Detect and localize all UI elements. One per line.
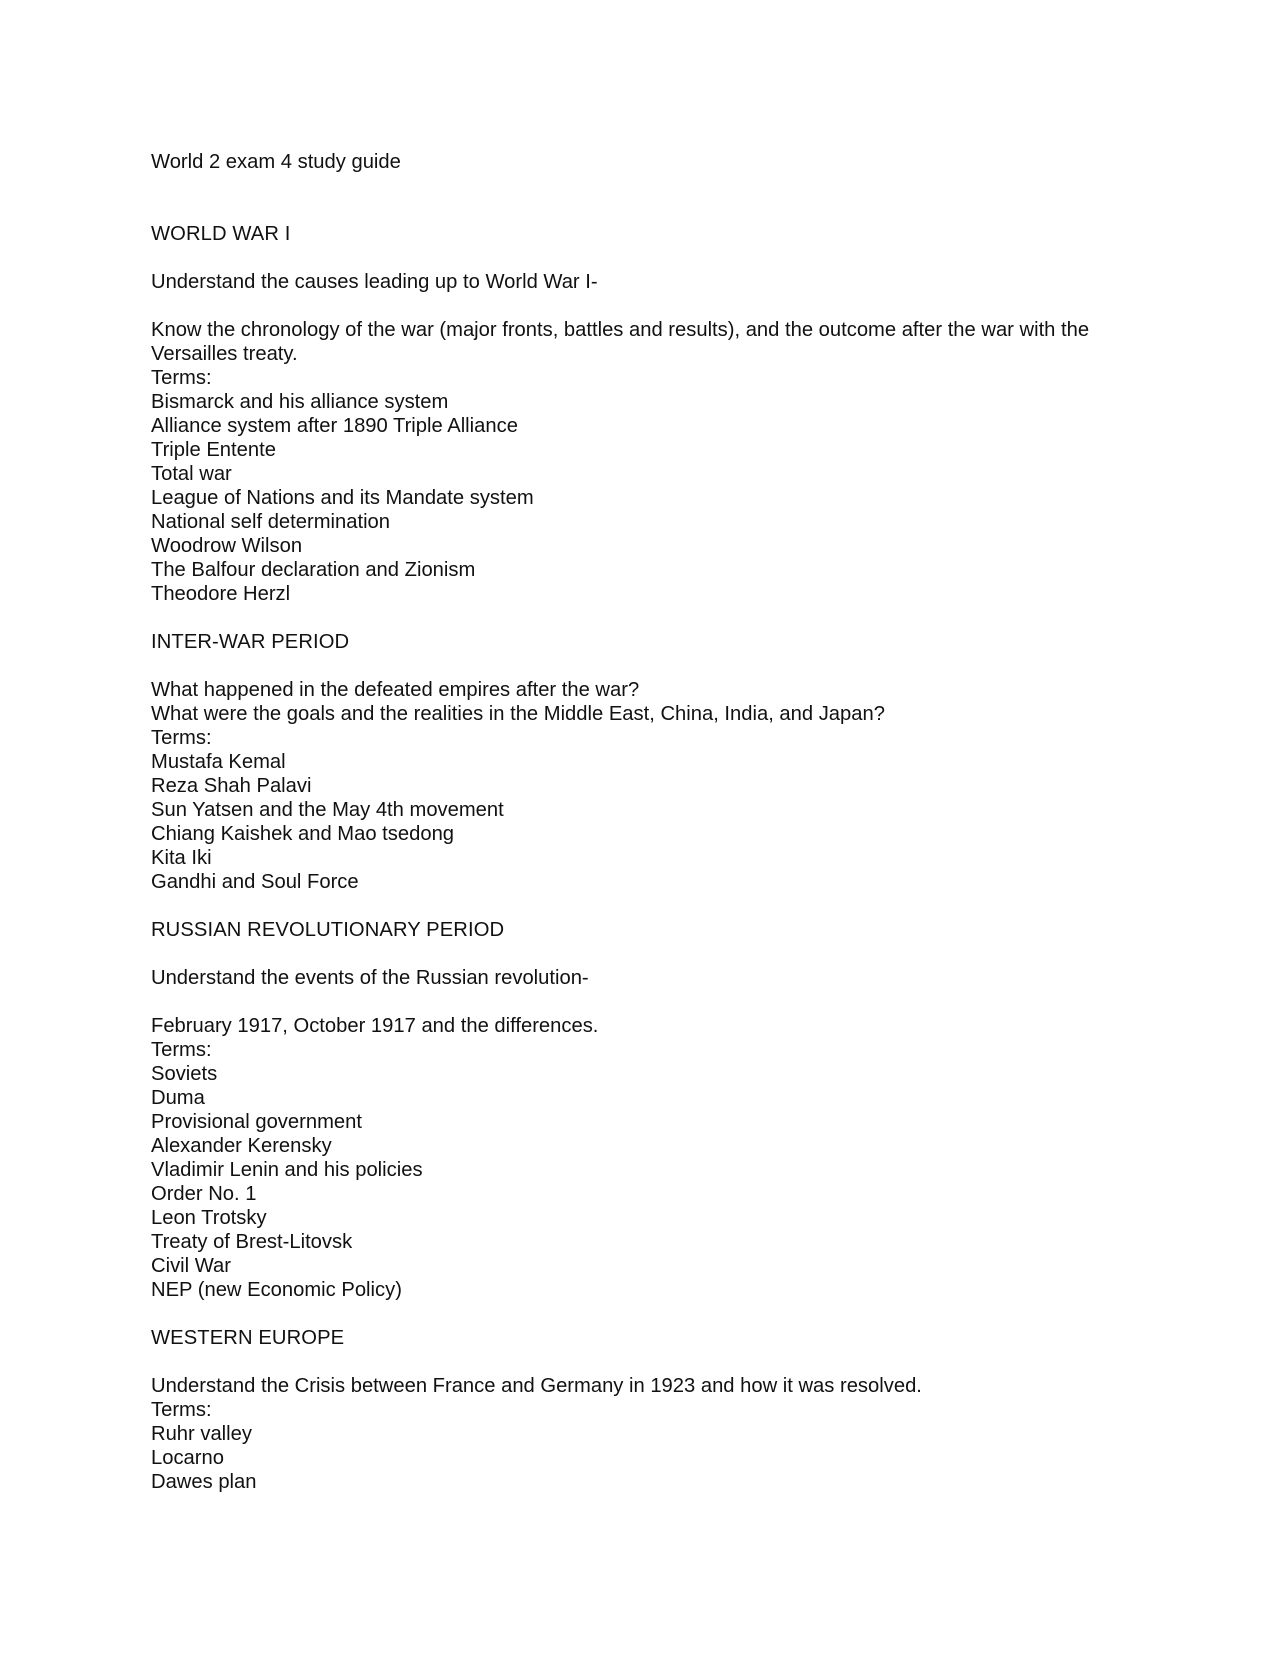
section-western-europe	[151, 1326, 1131, 1494]
section-heading: WORLD WAR I	[151, 223, 291, 245]
section-world-war-i	[151, 222, 1131, 606]
terms-label: Terms:	[151, 1399, 212, 1421]
document-title: World 2 exam 4 study guide	[151, 151, 401, 173]
document-content	[151, 150, 1131, 1494]
section-detail: Know the chronology of the war (major fronts, battles and results), and the outcome after the war with the Versailles treaty.	[151, 319, 1090, 365]
term-item: Woodrow Wilson	[151, 535, 303, 557]
term-item: Alexander Kerensky	[151, 1135, 332, 1157]
term-item: Total war	[151, 463, 232, 485]
terms-label: Terms:	[151, 727, 212, 749]
term-item: National self determination	[151, 511, 391, 533]
section-inter-war-period	[151, 630, 1131, 894]
term-item: Triple Entente	[151, 439, 276, 461]
term-item: Dawes plan	[151, 1471, 257, 1493]
term-item: Provisional government	[151, 1111, 362, 1133]
term-item: Vladimir Lenin and his policies	[151, 1159, 423, 1181]
term-item: Treaty of Brest-Litovsk	[151, 1231, 353, 1253]
term-item: Reza Shah Palavi	[151, 775, 312, 797]
term-item: League of Nations and its Mandate system	[151, 487, 534, 509]
section-question: What were the goals and the realities in the Middle East, China, India, and Japan?	[151, 703, 885, 725]
section-heading: RUSSIAN REVOLUTIONARY PERIOD	[151, 919, 505, 941]
term-item: Soviets	[151, 1063, 218, 1085]
term-item: Mustafa Kemal	[151, 751, 286, 773]
term-item: Kita Iki	[151, 847, 212, 869]
term-item: Gandhi and Soul Force	[151, 871, 359, 893]
term-item: Leon Trotsky	[151, 1207, 267, 1229]
section-russian-revolutionary-period	[151, 918, 1131, 1302]
section-heading: WESTERN EUROPE	[151, 1327, 345, 1349]
term-item: Civil War	[151, 1255, 231, 1277]
term-item: Ruhr valley	[151, 1423, 252, 1445]
terms-label: Terms:	[151, 367, 212, 389]
section-heading: INTER-WAR PERIOD	[151, 631, 350, 653]
section-intro: Understand the events of the Russian revolution-	[151, 967, 589, 989]
section-detail: February 1917, October 1917 and the differences.	[151, 1015, 599, 1037]
section-intro: Understand the causes leading up to World War I-	[151, 271, 598, 293]
term-item: NEP (new Economic Policy)	[151, 1279, 402, 1301]
term-item: Locarno	[151, 1447, 224, 1469]
term-item: Sun Yatsen and the May 4th movement	[151, 799, 504, 821]
section-detail: Understand the Crisis between France and Germany in 1923 and how it was resolved.	[151, 1375, 922, 1397]
section-question: What happened in the defeated empires after the war?	[151, 679, 640, 701]
term-item: The Balfour declaration and Zionism	[151, 559, 476, 581]
term-item: Duma	[151, 1087, 205, 1109]
term-item: Bismarck and his alliance system	[151, 391, 449, 413]
term-item: Chiang Kaishek and Mao tsedong	[151, 823, 455, 845]
term-item: Theodore Herzl	[151, 583, 291, 605]
term-item: Alliance system after 1890 Triple Alliance	[151, 415, 518, 437]
term-item: Order No. 1	[151, 1183, 257, 1205]
terms-label: Terms:	[151, 1039, 212, 1061]
